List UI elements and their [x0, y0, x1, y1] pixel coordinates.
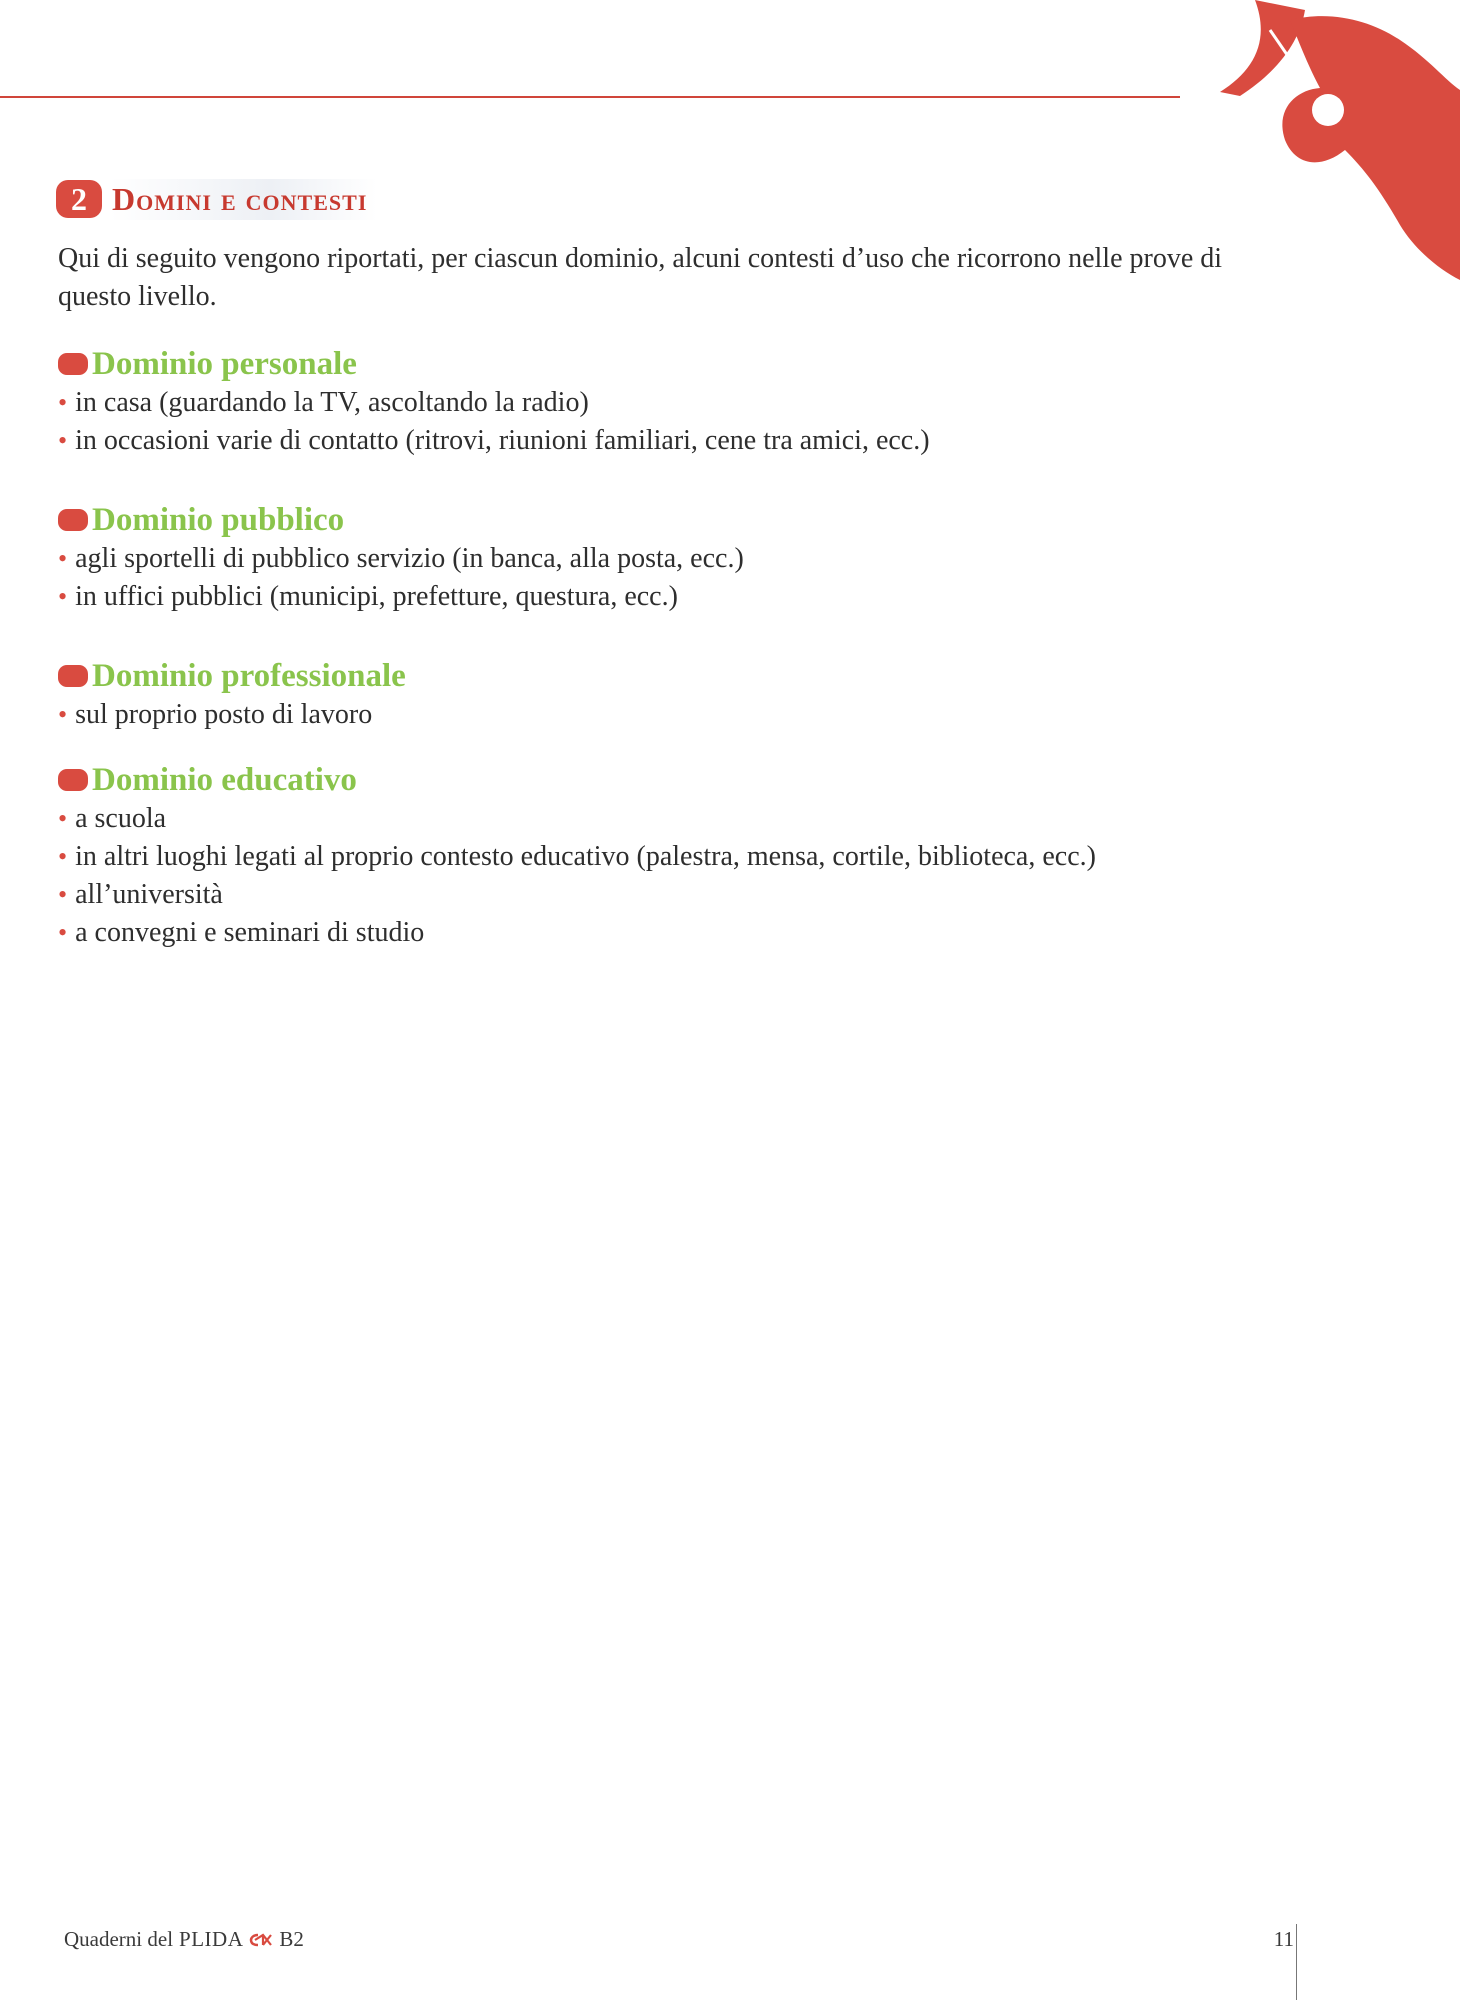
list-item-text: in uffici pubblici (municipi, prefetture, questura, ecc.): [75, 581, 678, 612]
section-number-badge: 2: [56, 180, 102, 218]
bullet-dot-icon: •: [58, 700, 68, 729]
domain-title: Dominio pubblico: [92, 501, 345, 538]
list-item-text: agli sportelli di pubblico servizio (in banca, alla posta, ecc.): [75, 543, 744, 574]
bullet-dot-icon: •: [58, 426, 68, 455]
intro-paragraph: Qui di seguito vengono riportati, per ciascun dominio, alcuni contesti d’uso che ricorrono nelle prove di questo livello.: [58, 243, 1223, 312]
list-item: [58, 578, 744, 616]
domain-marker-icon: [58, 665, 88, 687]
list-item-text: in occasioni varie di contatto (ritrovi, riunioni familiari, cene tra amici, ecc.): [75, 425, 930, 456]
domain-item-list: [58, 696, 406, 734]
domain-item-list: [58, 800, 1096, 952]
footer-divider: [1296, 1924, 1297, 2000]
list-item: [58, 540, 744, 578]
domain-header: [58, 344, 930, 384]
list-item: [58, 384, 930, 422]
header-rule: [0, 96, 1180, 98]
bullet-dot-icon: •: [58, 918, 68, 947]
domain-marker-icon: [58, 509, 88, 531]
domain-header: [58, 760, 1096, 800]
list-item-text: a scuola: [75, 803, 167, 834]
bullet-dot-icon: •: [58, 842, 68, 871]
bullet-dot-icon: •: [58, 880, 68, 909]
footer-series-label: Quaderni del: [64, 1927, 174, 1951]
list-item-text: sul proprio posto di lavoro: [75, 699, 373, 730]
page-number: 11: [1273, 1927, 1294, 1951]
domain-educativo: [58, 760, 1096, 952]
bullet-dot-icon: •: [58, 544, 68, 573]
list-item-text: in altri luoghi legati al proprio contesto educativo (palestra, mensa, cortile, biblioteca, ecc.): [75, 841, 1096, 872]
bullet-dot-icon: •: [58, 388, 68, 417]
domain-header: [58, 500, 744, 540]
domain-professionale: [58, 656, 406, 734]
domain-pubblico: [58, 500, 744, 616]
footer-level: B2: [279, 1927, 304, 1951]
bullet-dot-icon: •: [58, 804, 68, 833]
domain-title: Dominio educativo: [92, 761, 357, 798]
domain-marker-icon: [58, 769, 88, 791]
domain-marker-icon: [58, 353, 88, 375]
list-item: [58, 422, 930, 460]
bullet-dot-icon: •: [58, 582, 68, 611]
list-item: [58, 696, 406, 734]
list-item: [58, 876, 1096, 914]
section-heading: [56, 176, 377, 222]
section-title: Domini e contesti: [110, 179, 377, 220]
domain-item-list: [58, 384, 930, 460]
domain-header: [58, 656, 406, 696]
domain-item-list: [58, 540, 744, 616]
list-item-text: in casa (guardando la TV, ascoltando la radio): [75, 387, 589, 418]
list-item: [58, 800, 1096, 838]
plida-logo-icon: [249, 1932, 273, 1948]
domain-title: Dominio personale: [92, 345, 357, 382]
footer-series: [64, 1927, 304, 1952]
list-item: [58, 838, 1096, 876]
footer-brand: PLIDA: [179, 1927, 244, 1951]
domain-title: Dominio professionale: [92, 657, 406, 694]
domain-personale: [58, 344, 930, 460]
list-item: [58, 914, 1096, 952]
list-item-text: all’università: [75, 879, 223, 910]
list-item-text: a convegni e seminari di studio: [75, 917, 425, 948]
